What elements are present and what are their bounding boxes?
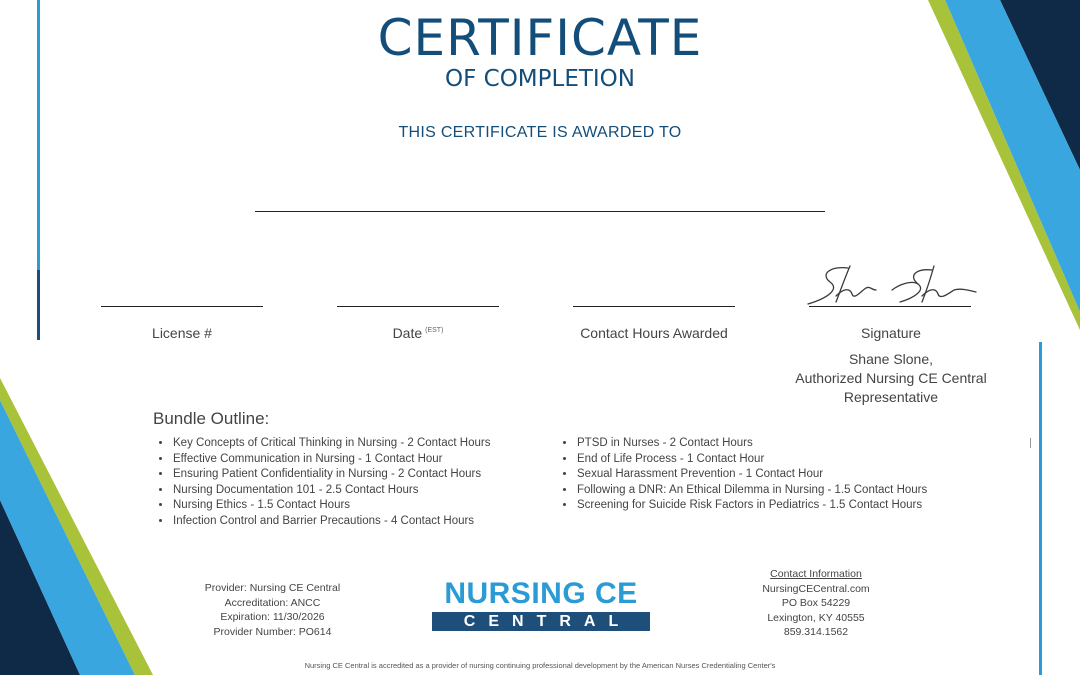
signer-title: Authorized Nursing CE Central (795, 370, 987, 386)
signer-name: Shane Slone, (848, 351, 934, 367)
signature-label: Signature (861, 325, 921, 341)
certificate-subtitle: OF COMPLETION (444, 66, 635, 92)
list-item: • Sexual Harassment Prevention - 1 Contact Hour (576, 467, 996, 483)
contact-website: NursingCECentral.com (762, 582, 870, 595)
provider-expiration: Expiration: 11/30/2026 (220, 611, 325, 624)
date-line (337, 306, 499, 307)
accreditation-footer-note: Nursing CE Central is accredited as a provider of nursing continuing professional development by the American Nurses Credentialing Center's (304, 661, 776, 670)
contact-info (730, 567, 902, 640)
list-item: • Key Concepts of Critical Thinking in Nursing - 2 Contact Hours (172, 436, 562, 452)
list-item: • Nursing Documentation 101 - 2.5 Contact Hours (172, 483, 562, 499)
nursing-ce-central-logo (432, 578, 650, 632)
provider-number: Provider Number: PO614 (213, 625, 332, 638)
provider-info (170, 581, 375, 639)
logo-wordmark-top: NURSING CE (444, 577, 638, 610)
date-label: Date $^{(EST)}$ (392, 325, 444, 341)
license-label: License # (152, 325, 212, 341)
list-item: • Effective Communication in Nursing - 1 Contact Hour (172, 452, 562, 468)
logo-wordmark-bottom: CENTRAL (432, 612, 650, 631)
list-item: • Infection Control and Barrier Precautions - 4 Contact Hours (172, 514, 562, 530)
handwritten-signature (800, 262, 985, 310)
list-item: • Screening for Suicide Risk Factors in Pediatrics - 1.5 Contact Hours (576, 498, 996, 514)
right-accent-bar (1039, 342, 1042, 675)
provider-accreditation: Accreditation: ANCC (224, 596, 321, 609)
awarded-to-label: THIS CERTIFICATE IS AWARDED TO (398, 124, 682, 141)
signer-block (781, 350, 1001, 407)
contact-hours-label: Contact Hours Awarded (580, 325, 728, 341)
right-accent-tick (1030, 438, 1031, 448)
list-item: • End of Life Process - 1 Contact Hour (576, 452, 996, 468)
contact-phone: 859.314.1562 (783, 626, 849, 639)
contact-hours-line (573, 306, 735, 307)
contact-city: Lexington, KY 40555 (767, 611, 865, 624)
date-timezone-note: (EST) (425, 327, 444, 334)
provider-name: Provider: Nursing CE Central (204, 582, 341, 594)
recipient-name-line (255, 211, 825, 212)
list-item: • Ensuring Patient Confidentiality in Nursing - 2 Contact Hours (172, 467, 562, 483)
bundle-list-right (558, 436, 996, 514)
bundle-list-left (154, 436, 562, 529)
certificate-title: CERTIFICATE (377, 9, 703, 67)
list-item: • Following a DNR: An Ethical Dilemma in Nursing - 1.5 Contact Hours (576, 483, 996, 499)
contact-info-title: Contact Information (770, 568, 862, 580)
left-accent-bar-dark (37, 270, 40, 340)
signer-role: Representative (843, 389, 939, 405)
contact-po-box: PO Box 54229 (781, 597, 851, 610)
list-item: • PTSD in Nurses - 2 Contact Hours (576, 436, 996, 452)
bundle-outline-title: Bundle Outline: (153, 409, 270, 428)
list-item: • Nursing Ethics - 1.5 Contact Hours (172, 498, 562, 514)
license-line (101, 306, 263, 307)
